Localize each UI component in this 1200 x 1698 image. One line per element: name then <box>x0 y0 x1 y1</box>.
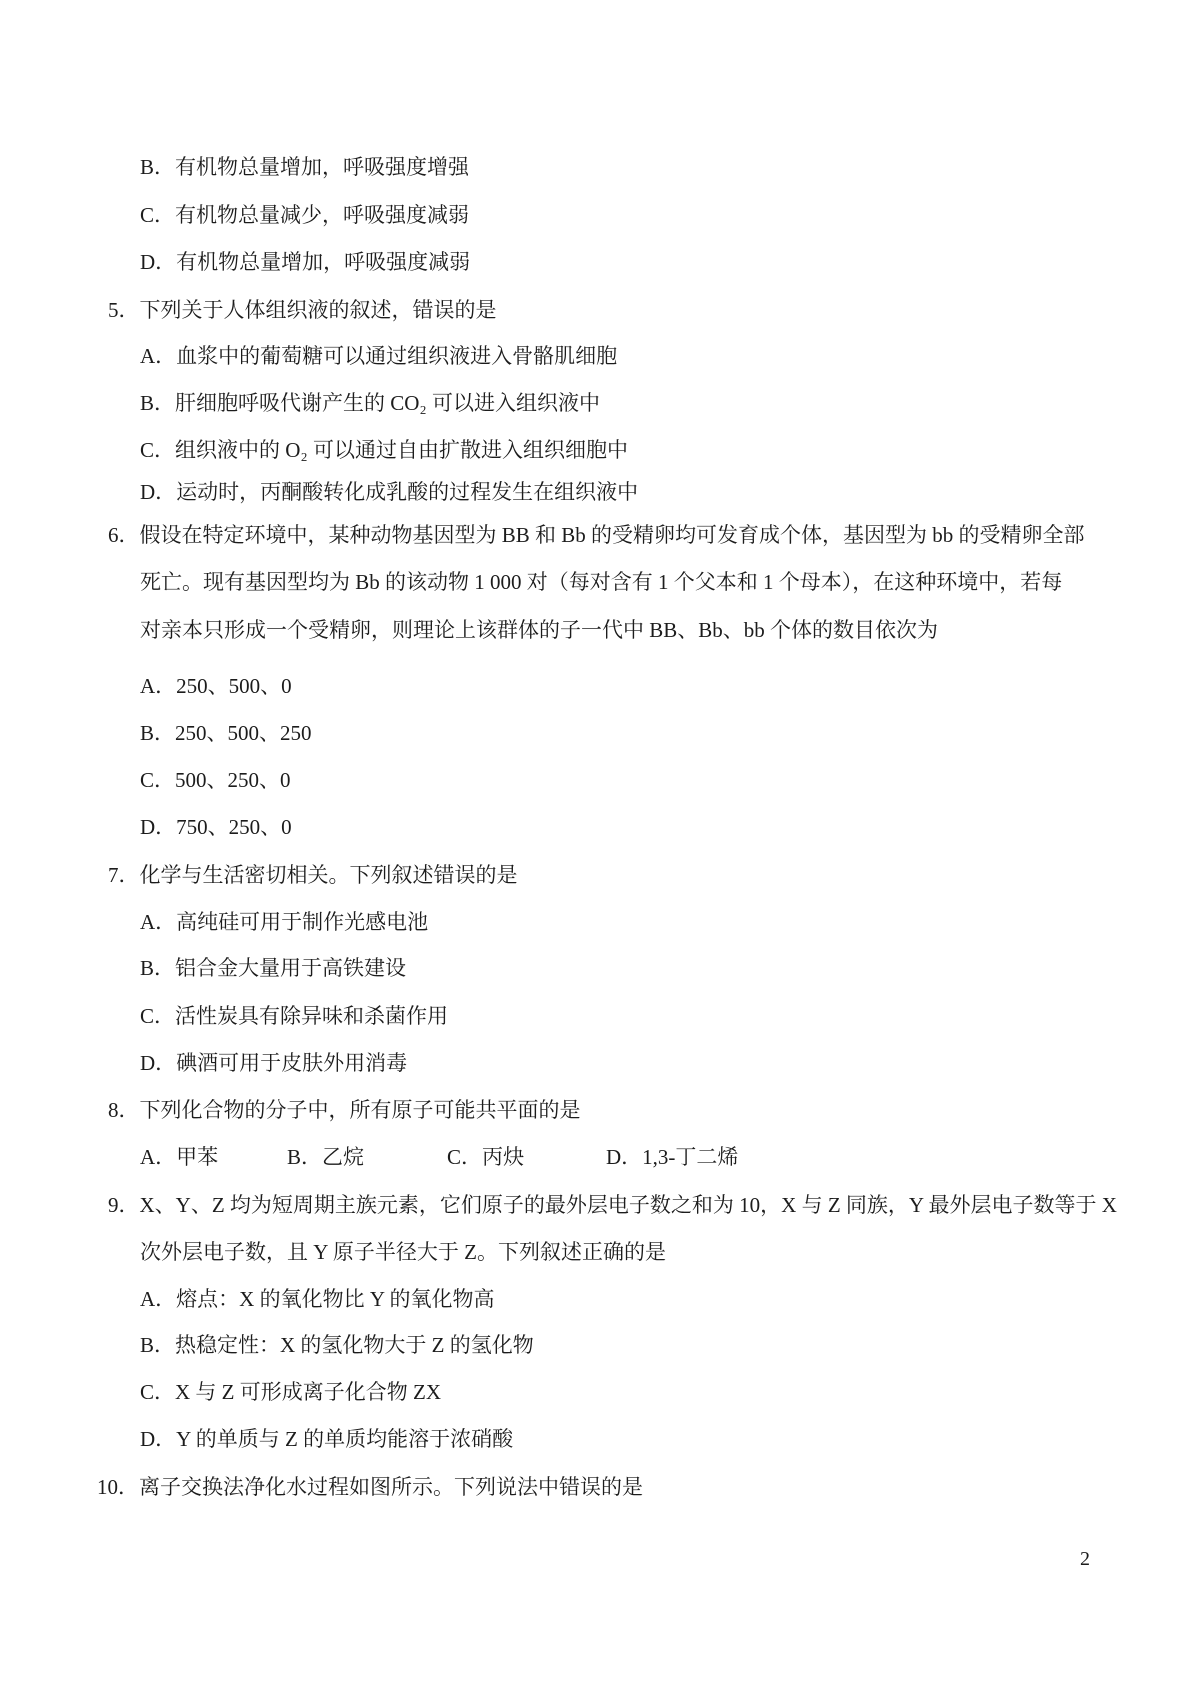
q6-option-d: D．750、250、0 <box>140 815 292 839</box>
q8-option-a: A．甲苯 <box>140 1145 219 1169</box>
q8-option-c: C．丙炔 <box>447 1145 525 1169</box>
q7-number: 7． <box>108 863 140 887</box>
q9-stem-line-1 <box>108 1190 1117 1220</box>
q6-stem-line-2: 死亡。现有基因型均为 Bb 的该动物 1 000 对（每对含有 1 个父本和 1 个母本），在这种环境中，若每 <box>140 570 1063 594</box>
page-number: 2 <box>1080 1548 1090 1570</box>
q4-option-b: B．有机物总量增加，呼吸强度增强 <box>140 155 470 179</box>
q9-stem-line-2: 次外层电子数，且 Y 原子半径大于 Z。下列叙述正确的是 <box>140 1240 666 1264</box>
q8-options-line <box>0 1142 1200 1172</box>
q7-stem: 化学与生活密切相关。下列叙述错误的是 <box>139 863 518 887</box>
q5-option-c: C．组织液中的 O₂ 可以通过自由扩散进入组织细胞中 <box>140 438 628 462</box>
q9-option-c: C．X 与 Z 可形成离子化合物 ZX <box>140 1380 441 1404</box>
q6-stem-1: 假设在特定环境中，某种动物基因型为 BB 和 Bb 的受精卵均可发育成个体，基因型为 bb 的受精卵全部 <box>139 523 1085 547</box>
q8-stem-line <box>108 1095 581 1125</box>
q7-option-d: D．碘酒可用于皮肤外用消毒 <box>140 1051 408 1075</box>
q7-option-b: B．铝合金大量用于高铁建设 <box>140 956 407 980</box>
q5-stem: 下列关于人体组织液的叙述，错误的是 <box>139 298 497 322</box>
q9-option-d: D．Y 的单质与 Z 的单质均能溶于浓硝酸 <box>140 1427 514 1451</box>
q8-number: 8． <box>108 1098 140 1122</box>
q6-option-b: B．250、500、250 <box>140 721 312 745</box>
q6-option-c: C．500、250、0 <box>140 768 291 792</box>
q10-number: 10． <box>97 1475 139 1499</box>
q5-number: 5． <box>108 298 140 322</box>
q8-stem: 下列化合物的分子中，所有原子可能共平面的是 <box>139 1098 581 1122</box>
q9-option-b: B．热稳定性：X 的氢化物大于 Z 的氢化物 <box>140 1333 534 1357</box>
q10-stem-line <box>97 1472 643 1502</box>
q9-option-a: A．熔点：X 的氧化物比 Y 的氧化物高 <box>140 1287 495 1311</box>
q7-option-c: C．活性炭具有除异味和杀菌作用 <box>140 1004 449 1028</box>
q6-stem-line-1 <box>108 520 1085 550</box>
q9-stem-1: X、Y、Z 均为短周期主族元素，它们原子的最外层电子数之和为 10，X 与 Z 同族，Y 最外层电子数等于 X <box>139 1193 1117 1217</box>
q10-stem: 离子交换法净化水过程如图所示。下列说法中错误的是 <box>139 1475 643 1499</box>
q9-number: 9． <box>108 1193 140 1217</box>
q7-stem-line <box>108 860 518 890</box>
q8-option-b: B．乙烷 <box>287 1145 365 1169</box>
q6-number: 6． <box>108 523 140 547</box>
q8-option-d: D．1,3-丁二烯 <box>606 1145 739 1169</box>
q5-option-a: A．血浆中的葡萄糖可以通过组织液进入骨骼肌细胞 <box>140 344 618 368</box>
q6-option-a: A．250、500、0 <box>140 674 292 698</box>
q4-option-d: D．有机物总量增加，呼吸强度减弱 <box>140 250 471 274</box>
q5-option-b: B．肝细胞呼吸代谢产生的 CO₂ 可以进入组织液中 <box>140 391 600 415</box>
q5-stem-line <box>108 295 497 325</box>
q5-option-d: D．运动时，丙酮酸转化成乳酸的过程发生在组织液中 <box>140 480 639 504</box>
q4-option-c: C．有机物总量减少，呼吸强度减弱 <box>140 203 470 227</box>
q6-stem-line-3: 对亲本只形成一个受精卵，则理论上该群体的子一代中 BB、Bb、bb 个体的数目依次为 <box>140 618 939 642</box>
q7-option-a: A．高纯硅可用于制作光感电池 <box>140 910 429 934</box>
